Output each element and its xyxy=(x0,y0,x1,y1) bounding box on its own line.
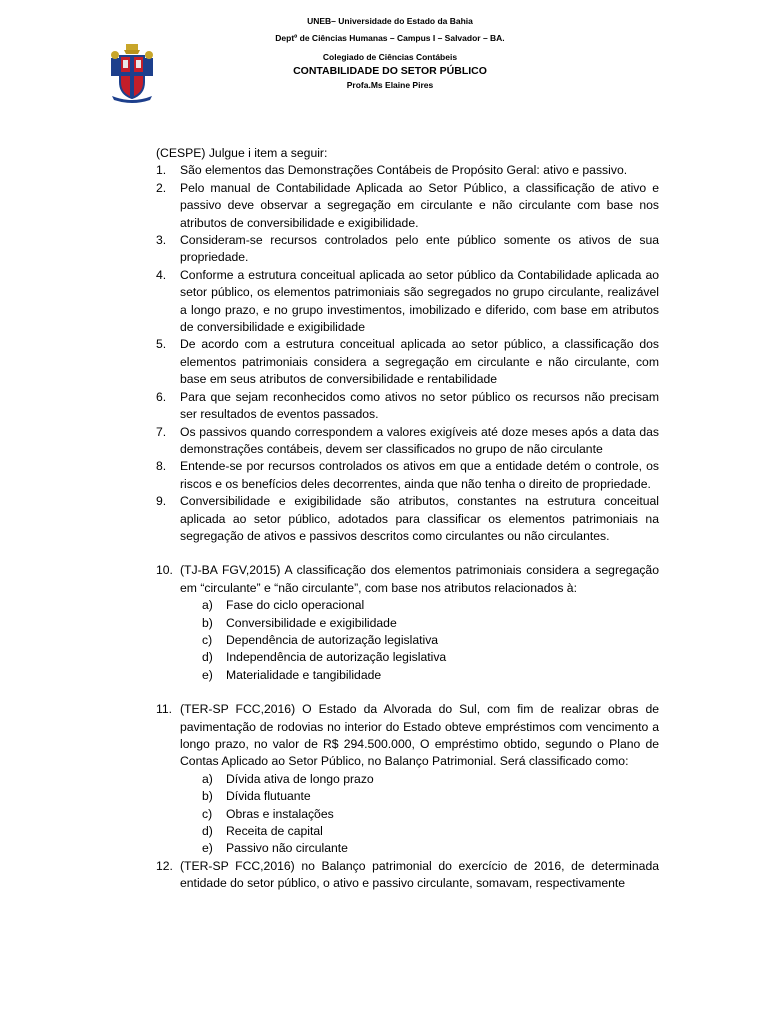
item-text: Os passivos quando correspondem a valores exigíveis até doze meses após a data das demonstrações contábeis, devem ser classificados no grupo de não circulante xyxy=(180,424,659,456)
item-number: 3. xyxy=(156,233,167,248)
option-text: Materialidade e tangibilidade xyxy=(226,667,382,682)
question-11 xyxy=(156,701,659,858)
item-number: 6. xyxy=(156,389,167,404)
item-number: 9. xyxy=(156,494,167,509)
question-12 xyxy=(156,858,659,893)
item-number: 7. xyxy=(156,424,167,439)
option-text: Dívida ativa de longo prazo xyxy=(226,771,374,786)
option-letter: a) xyxy=(202,598,213,613)
item-number: 8. xyxy=(156,459,167,474)
option-item xyxy=(180,806,659,823)
option-item xyxy=(180,771,659,788)
question-number: 11. xyxy=(156,702,173,717)
item-text: Pelo manual de Contabilidade Aplicada ao Setor Público, a classificação de ativo e passivo deve observar a segregação em circulante e não circulante com base nos atributos de conversibilidade e exigibilidade. xyxy=(180,180,659,230)
option-item xyxy=(180,667,659,684)
option-text: Receita de capital xyxy=(226,824,323,839)
item-number: 4. xyxy=(156,267,167,282)
option-item xyxy=(180,840,659,857)
item-text: De acordo com a estrutura conceitual aplicada ao setor público, a classificação dos elementos patrimoniais considera a segregação em circulante e não circulante, com base em seus atributos de conversibilidade e rentabilidade xyxy=(180,337,659,387)
option-item xyxy=(180,597,659,614)
option-letter: a) xyxy=(202,771,213,786)
intro-text: (CESPE) Julgue i item a seguir: xyxy=(156,146,328,160)
course-title: CONTABILIDADE DO SETOR PÚBLICO xyxy=(293,65,487,77)
college-name: Colegiado de Ciências Contábeis xyxy=(322,52,458,62)
question-number: 12. xyxy=(156,858,173,873)
list-item xyxy=(156,493,659,545)
item-number: 1. xyxy=(156,163,167,178)
option-letter: d) xyxy=(202,824,213,839)
item-number: 2. xyxy=(156,180,167,195)
university-crest-icon xyxy=(108,42,156,104)
spacer xyxy=(156,545,659,562)
question-10-options xyxy=(180,597,659,684)
list-item xyxy=(156,458,659,493)
question-text: (TER-SP FCC,2016) no Balanço patrimonial do exercício de 2016, de determinada entidade do setor público, o ativo e passivo circulante, somavam, respectivamente xyxy=(180,858,659,891)
option-item xyxy=(180,615,659,632)
question-text: (TJ-BA FGV,2015) A classificação dos elementos patrimoniais considera a segregação em “circulante” e “não circulante”, com base nos atributos relacionados à: xyxy=(180,563,659,595)
question-number: 10. xyxy=(156,563,173,578)
option-text: Independência de autorização legislativa xyxy=(226,650,447,665)
option-text: Obras e instalações xyxy=(226,806,334,821)
option-letter: d) xyxy=(202,650,213,665)
item-text: Para que sejam reconhecidos como ativos no setor público os recursos não precisam ser resultados de eventos passados. xyxy=(180,389,659,422)
university-name: UNEB– Universidade do Estado da Bahia xyxy=(307,16,473,26)
option-item xyxy=(180,649,659,666)
department-name: Deptº de Ciências Humanas – Campus I – Salvador – BA. xyxy=(275,33,505,43)
list-item xyxy=(156,389,659,424)
list-item xyxy=(156,267,659,337)
option-item xyxy=(180,823,659,840)
option-text: Dependência de autorização legislativa xyxy=(226,632,439,647)
option-item xyxy=(180,788,659,805)
question-text: (TER-SP FCC,2016) O Estado da Alvorada do Sul, com fim de realizar obras de pavimentação de rodovias no interior do Estado obteve empréstimos com vencimento a longo prazo, no valor de R$ 294.500.000, O empréstimo obtido, segundo o Plano de Contas Aplicado ao Setor Público, no Balanço Patrimonial. Será classificado como: xyxy=(180,702,659,769)
question-10 xyxy=(156,562,659,684)
item-text: Entende-se por recursos controlados os ativos em que a entidade detém o controle, os riscos e os benefícios deles decorrentes, ainda que não tenha o direito de propriedade. xyxy=(180,459,659,491)
true-false-items xyxy=(156,162,659,892)
item-text: Conversibilidade e exigibilidade são atributos, constantes na estrutura conceitual aplicada ao setor público, adotados para classificar os elementos patrimoniais na segregação de ativos e passivos descritos como circulantes ou não circulantes. xyxy=(180,494,659,543)
option-letter: c) xyxy=(202,806,213,821)
option-letter: b) xyxy=(202,615,213,630)
option-text: Passivo não circulante xyxy=(226,841,348,856)
list-item xyxy=(156,162,659,179)
item-text: Conforme a estrutura conceitual aplicada ao setor público da Contabilidade aplicada ao setor público, os elementos patrimoniais são segregados no grupo circulante, realizável a longo prazo, e no grupo investimentos, imobilizado e diferido, com base em atributos de conversibilidade e exigibilidade xyxy=(180,267,659,335)
option-letter: e) xyxy=(202,841,213,856)
option-letter: b) xyxy=(202,789,213,804)
option-text: Conversibilidade e exigibilidade xyxy=(226,615,397,630)
option-item xyxy=(180,632,659,649)
question-11-options xyxy=(180,771,659,858)
spacer xyxy=(156,684,659,701)
list-item xyxy=(156,424,659,459)
list-item xyxy=(156,336,659,388)
option-letter: c) xyxy=(202,632,213,647)
list-item xyxy=(156,232,659,267)
list-item xyxy=(156,180,659,232)
option-text: Dívida flutuante xyxy=(226,789,311,804)
document-header xyxy=(0,12,768,102)
option-text: Fase do ciclo operacional xyxy=(226,598,365,613)
option-letter: e) xyxy=(202,667,213,682)
item-text: São elementos das Demonstrações Contábeis de Propósito Geral: ativo e passivo. xyxy=(180,163,628,178)
item-text: Consideram-se recursos controlados pelo ente público somente os ativos de sua propriedade. xyxy=(180,233,659,265)
exercise-list xyxy=(156,145,659,893)
professor-name: Profa.Ms Elaine Pires xyxy=(346,80,434,90)
item-number: 5. xyxy=(156,337,167,352)
